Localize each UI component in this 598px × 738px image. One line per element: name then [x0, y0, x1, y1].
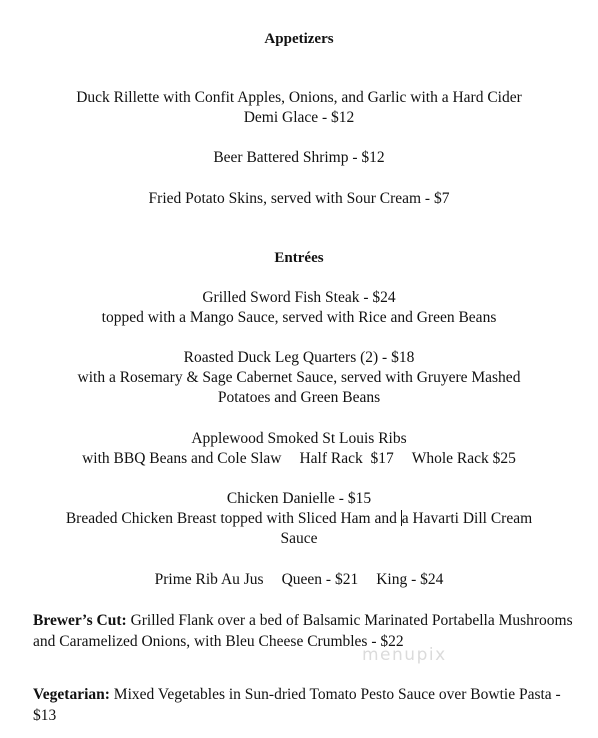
entree-chicken-desc1-a: Breaded Chicken Breast topped with Sliced Ham and [65, 510, 401, 527]
entree-brewers-cut [33, 610, 583, 652]
entree-ribs-whole-rack: Whole Rack $25 [411, 450, 516, 467]
entree-ribs-half-rack: Half Rack $17 [299, 450, 394, 467]
entree-duck-leg-desc2: Potatoes and Green Beans [217, 389, 381, 406]
entree-sword-fish-desc: topped with a Mango Sauce, served with Rice and Green Beans [101, 309, 497, 326]
menupix-watermark: menupix [362, 645, 447, 665]
entree-duck-leg-title: Roasted Duck Leg Quarters (2) - $18 [183, 349, 415, 366]
appetizer-duck-rillette-line2: Demi Glace - $12 [243, 109, 355, 126]
entree-vegetarian-text: Mixed Vegetables in Sun-dried Tomato Pesto Sauce over Bowtie Pasta - $13 [33, 686, 561, 724]
entree-chicken-desc1-b: a Havarti Dill Cream [401, 510, 533, 527]
entree-chicken-desc2: Sauce [280, 530, 318, 547]
entree-brewers-cut-label: Brewer’s Cut: [33, 612, 127, 629]
entree-prime-rib-title: Prime Rib Au Jus [154, 571, 264, 588]
appetizer-duck-rillette-line1: Duck Rillette with Confit Apples, Onions, and Garlic with a Hard Cider [76, 89, 522, 106]
entree-duck-leg-desc1: with a Rosemary & Sage Cabernet Sauce, served with Gruyere Mashed [77, 369, 521, 386]
entree-chicken-title: Chicken Danielle - $15 [226, 490, 372, 507]
entree-sword-fish-title: Grilled Sword Fish Steak - $24 [202, 289, 396, 306]
appetizer-beer-shrimp: Beer Battered Shrimp - $12 [213, 149, 385, 166]
appetizers-heading: Appetizers [264, 31, 334, 47]
entree-vegetarian-label: Vegetarian: [33, 686, 110, 703]
entrees-heading: Entrées [274, 250, 324, 266]
entree-brewers-cut-text: Grilled Flank over a bed of Balsamic Marinated Portabella Mushrooms and Caramelized Onions, with Bleu Cheese Crumbles - $22 [33, 612, 573, 650]
entree-prime-rib-line [0, 570, 598, 590]
appetizer-potato-skins: Fried Potato Skins, served with Sour Cream - $7 [148, 190, 450, 207]
entree-chicken-desc1 [0, 509, 598, 529]
entree-ribs-title: Applewood Smoked St Louis Ribs [191, 430, 407, 447]
entree-vegetarian [33, 684, 583, 726]
entree-prime-rib-queen: Queen - $21 [281, 571, 359, 588]
entree-ribs-desc-line [0, 449, 598, 469]
entree-ribs-desc: with BBQ Beans and Cole Slaw [82, 450, 282, 467]
entree-prime-rib-king: King - $24 [376, 571, 444, 588]
